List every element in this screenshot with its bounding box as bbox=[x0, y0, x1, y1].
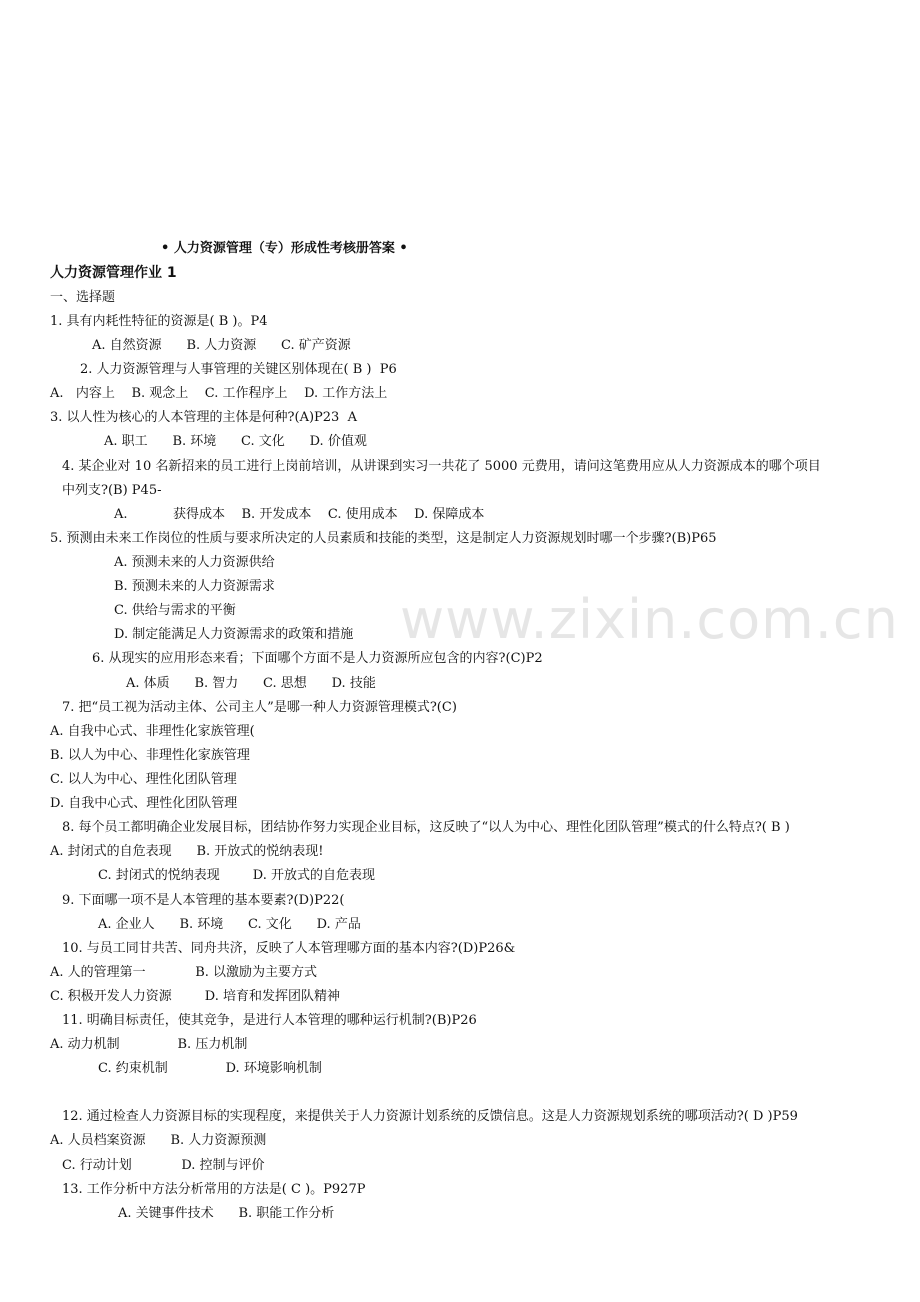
question-3-options: A. 职工 B. 环境 C. 文化 D. 价值观 bbox=[104, 434, 367, 449]
question-7-option-c: C. 以人为中心、理性化团队管理 bbox=[50, 772, 237, 787]
question-6: 6. 从现实的应用形态来看；下面哪个方面不是人力资源所应包含的内容?(C)P2 bbox=[92, 651, 543, 666]
assignment-heading: 人力资源管理作业 1 bbox=[50, 265, 177, 281]
question-2-options: A. 内容上 B. 观念上 C. 工作程序上 D. 工作方法上 bbox=[50, 386, 388, 401]
watermark: www.zixin.com.cn bbox=[400, 588, 899, 651]
question-7-option-b: B. 以人为中心、非理性化家族管理 bbox=[50, 748, 250, 763]
question-4-options: A. 获得成本 B. 开发成本 C. 使用成本 D. 保障成本 bbox=[114, 507, 485, 522]
question-10-options-cd: C. 积极开发人力资源 D. 培育和发挥团队精神 bbox=[50, 989, 341, 1004]
question-6-options: A. 体质 B. 智力 C. 思想 D. 技能 bbox=[126, 676, 376, 691]
question-2: 2. 人力资源管理与人事管理的关键区别体现在( B ) P6 bbox=[80, 362, 397, 377]
section-heading: 一、选择题 bbox=[50, 290, 116, 305]
question-9: 9. 下面哪一项不是人本管理的基本要素?(D)P22( bbox=[62, 893, 345, 908]
question-5-option-c: C. 供给与需求的平衡 bbox=[114, 603, 236, 618]
question-8: 8. 每个员工都明确企业发展目标，团结协作努力实现企业目标，这反映了“以人为中心、理性化团队管理”模式的什么特点?( B ) bbox=[62, 820, 790, 835]
question-4: 4. 某企业对 10 名新招来的员工进行上岗前培训，从讲课到实习一共花了 5000 元费用，请问这笔费用应从人力资源成本的哪个项目 bbox=[62, 459, 821, 474]
document-title: • 人力资源管理（专）形成性考核册答案 • bbox=[161, 241, 408, 256]
question-7-option-d: D. 自我中心式、理性化团队管理 bbox=[50, 796, 238, 811]
question-12-options-cd: C. 行动计划 D. 控制与评价 bbox=[62, 1158, 265, 1173]
question-5: 5. 预测由未来工作岗位的性质与要求所决定的人员素质和技能的类型，这是制定人力资源规划时哪一个步骤?(B)P65 bbox=[50, 531, 717, 546]
question-5-option-a: A. 预测未来的人力资源供给 bbox=[114, 555, 275, 570]
question-4-cont: 中列支?(B) P45- bbox=[62, 483, 162, 498]
question-11-options-cd: C. 约束机制 D. 环境影响机制 bbox=[98, 1061, 322, 1076]
question-9-options: A. 企业人 B. 环境 C. 文化 D. 产品 bbox=[98, 917, 361, 932]
question-10-options-ab: A. 人的管理第一 B. 以激励为主要方式 bbox=[50, 965, 318, 980]
question-8-options-cd: C. 封闭式的悦纳表现 D. 开放式的自危表现 bbox=[98, 868, 376, 883]
question-7: 7. 把“员工视为活动主体、公司主人”是哪一种人力资源管理模式?(C) bbox=[62, 700, 457, 715]
question-5-option-d: D. 制定能满足人力资源需求的政策和措施 bbox=[114, 627, 354, 642]
question-7-option-a: A. 自我中心式、非理性化家族管理( bbox=[50, 724, 255, 739]
question-8-options-ab: A. 封闭式的自危表现 B. 开放式的悦纳表现! bbox=[50, 844, 324, 859]
question-11: 11. 明确目标责任，使其竞争，是进行人本管理的哪种运行机制?(B)P26 bbox=[62, 1013, 477, 1028]
question-12: 12. 通过检查人力资源目标的实现程度，来提供关于人力资源计划系统的反馈信息。这是人力资源规划系统的哪项活动?( D )P59 bbox=[62, 1109, 798, 1124]
question-13: 13. 工作分析中方法分析常用的方法是( C )。P927P bbox=[62, 1182, 366, 1197]
question-10: 10. 与员工同甘共苦、同舟共济，反映了人本管理哪方面的基本内容?(D)P26& bbox=[62, 941, 516, 956]
question-3: 3. 以人性为核心的人本管理的主体是何种?(A)P23 A bbox=[50, 410, 357, 425]
question-11-options-ab: A. 动力机制 B. 压力机制 bbox=[50, 1037, 248, 1052]
question-13-options: A. 关键事件技术 B. 职能工作分析 bbox=[118, 1206, 335, 1221]
question-1: 1. 具有内耗性特征的资源是( B )。P4 bbox=[50, 314, 268, 329]
question-5-option-b: B. 预测未来的人力资源需求 bbox=[114, 579, 275, 594]
question-12-options-ab: A. 人员档案资源 B. 人力资源预测 bbox=[50, 1133, 267, 1148]
question-1-options: A. 自然资源 B. 人力资源 C. 矿产资源 bbox=[92, 338, 351, 353]
